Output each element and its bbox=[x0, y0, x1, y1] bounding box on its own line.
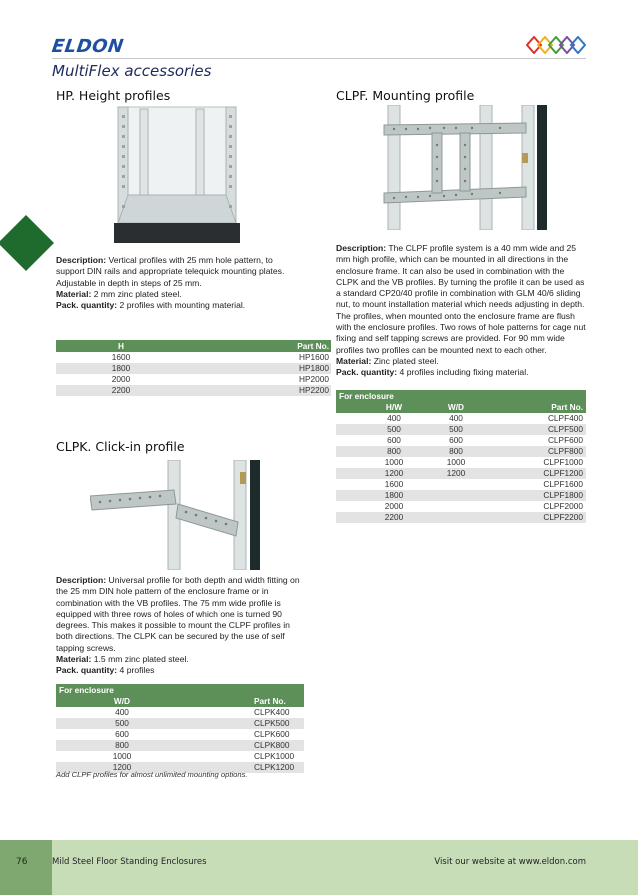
hp-cell-h: 1600 bbox=[111, 352, 131, 362]
clpk-table-row bbox=[56, 718, 304, 729]
clpk-cell-wd: 600 bbox=[115, 729, 129, 739]
clpk-group-label: For enclosure bbox=[59, 685, 114, 695]
hp-section-title: HP. Height profiles bbox=[56, 88, 171, 103]
hp-cell-part-no: HP2000 bbox=[299, 374, 329, 384]
clpf-cell-hw: 1200 bbox=[384, 468, 404, 478]
footer-website[interactable]: Visit our website at www.eldon.com bbox=[434, 857, 586, 867]
clpf-col-hw: H/W bbox=[385, 402, 403, 412]
clpf-group-label: For enclosure bbox=[339, 391, 394, 401]
clpk-profile-image bbox=[90, 460, 260, 570]
clpf-cell-hw: 600 bbox=[387, 435, 401, 445]
hp-table-row bbox=[56, 374, 331, 385]
clpk-note: Add CLPF profiles for almost unlimited mounting options. bbox=[56, 770, 248, 779]
side-tab-diamond-icon bbox=[0, 215, 54, 271]
clpk-cell-wd: 400 bbox=[115, 707, 129, 717]
clpf-cell-hw: 800 bbox=[387, 446, 401, 456]
clpk-table-row bbox=[56, 729, 304, 740]
clpk-table bbox=[56, 684, 304, 773]
hp-table-row bbox=[56, 363, 331, 374]
clpf-table-row bbox=[336, 468, 586, 479]
clpk-cell-wd: 800 bbox=[115, 740, 129, 750]
clpf-table bbox=[336, 390, 586, 523]
clpf-cell-wd: 1200 bbox=[446, 468, 466, 478]
hp-cell-h: 1800 bbox=[111, 363, 131, 373]
clpf-table-row bbox=[336, 446, 586, 457]
hp-enclosure-image bbox=[100, 105, 250, 245]
hp-cell-h: 2200 bbox=[111, 385, 131, 395]
clpk-cell-part-no: CLPK1000 bbox=[254, 751, 295, 761]
clpf-cell-part-no: CLPF1600 bbox=[543, 479, 583, 489]
clpk-table-row bbox=[56, 740, 304, 751]
hp-description: Description: Vertical profiles with 25 mm hole pattern, to support DIN rails and appropriate telequick mounting plates. Adjustable in depth in steps of 25 mm. Material: 2 mm zinc plated steel. Pack. quantity: 2 profiles with mounting material. bbox=[56, 255, 285, 311]
clpf-cell-hw: 2200 bbox=[384, 512, 404, 522]
hp-table bbox=[56, 340, 331, 396]
clpf-cell-hw: 1600 bbox=[384, 479, 404, 489]
clpf-cell-wd: 400 bbox=[449, 413, 463, 423]
clpk-col-part-no: Part No. bbox=[254, 696, 286, 706]
clpf-table-header bbox=[336, 402, 586, 413]
clpk-section-title: CLPK. Click-in profile bbox=[56, 439, 185, 454]
clpf-table-row bbox=[336, 479, 586, 490]
clpf-cell-hw: 500 bbox=[387, 424, 401, 434]
clpf-table-row bbox=[336, 413, 586, 424]
clpk-description: Description: Universal profile for both depth and width fitting on the 25 mm DIN hole pattern of the enclosure frame or in combination with the VB profiles. The 75 mm wide profile is equipped with three rows of holes of which one is turned 90 degrees. This makes it possible to mount the CLPF profiles in both directions. The CLPK can be secured by the use of self tapping screws. Material: 1.5 mm zinc plated steel. Pack. quantity: 4 profiles bbox=[56, 575, 300, 676]
clpf-table-row bbox=[336, 512, 586, 523]
clpf-col-wd: W/D bbox=[447, 402, 465, 412]
clpf-cell-part-no: CLPF2000 bbox=[543, 501, 583, 511]
clpf-cell-hw: 1000 bbox=[384, 457, 404, 467]
clpk-cell-wd: 1200 bbox=[112, 762, 132, 772]
clpf-cell-part-no: CLPF400 bbox=[547, 413, 583, 423]
clpk-col-wd: W/D bbox=[113, 696, 131, 706]
clpf-cell-part-no: CLPF1000 bbox=[543, 457, 583, 467]
clpk-cell-wd: 500 bbox=[115, 718, 129, 728]
brand-logo: ELDON bbox=[50, 36, 126, 57]
hp-table-header bbox=[56, 340, 331, 352]
clpf-table-row bbox=[336, 490, 586, 501]
clpf-cell-part-no: CLPF2200 bbox=[543, 512, 583, 522]
hp-table-row bbox=[56, 385, 331, 396]
footer-section-name: Mild Steel Floor Standing Enclosures bbox=[52, 857, 207, 867]
hp-table-row bbox=[56, 352, 331, 363]
clpf-cell-part-no: CLPF600 bbox=[547, 435, 583, 445]
clpf-cell-wd: 800 bbox=[449, 446, 463, 456]
clpk-cell-part-no: CLPK800 bbox=[254, 740, 290, 750]
clpf-col-part-no: Part No. bbox=[551, 402, 583, 412]
clpf-cell-part-no: CLPF1800 bbox=[543, 490, 583, 500]
clpf-cell-hw: 1800 bbox=[384, 490, 404, 500]
clpf-cell-hw: 400 bbox=[387, 413, 401, 423]
clpk-table-group-header bbox=[56, 684, 304, 696]
clpf-table-row bbox=[336, 424, 586, 435]
clpf-cell-part-no: CLPF800 bbox=[547, 446, 583, 456]
clpk-cell-part-no: CLPK600 bbox=[254, 729, 290, 739]
clpk-cell-wd: 1000 bbox=[112, 751, 132, 761]
clpf-table-row bbox=[336, 435, 586, 446]
clpf-description: Description: The CLPF profile system is a 40 mm wide and 25 mm high profile, which can be mounted in all directions in the enclosure frame. It can also be used in combination with the CLPK and the VB profiles. By turning the profile it can be used as a standard CP20/40 profile in combination with GLM 40/6 sliding nut, to mount installation material which needs adjusting in depth. The profiles, when mounted onto the enclosure frame are flush with the enclosure profiles. Two rows of hole patterns for cage nut fixing and self tapping screws are provided. For 90 mm wide profiles two profiles can be mounted next to each other. Material: Zinc plated steel. Pack. quantity: 4 profiles including fixing material. bbox=[336, 243, 586, 378]
clpf-cell-hw: 2000 bbox=[384, 501, 404, 511]
clpf-cell-wd: 1000 bbox=[446, 457, 466, 467]
clpf-table-row bbox=[336, 457, 586, 468]
hp-col-part-no: Part No. bbox=[297, 341, 329, 351]
brand-diamonds-icon bbox=[526, 36, 586, 54]
clpk-cell-part-no: CLPK1200 bbox=[254, 762, 295, 772]
clpf-cell-part-no: CLPF500 bbox=[547, 424, 583, 434]
clpk-cell-part-no: CLPK400 bbox=[254, 707, 290, 717]
clpk-table-header bbox=[56, 696, 304, 707]
clpf-section-title: CLPF. Mounting profile bbox=[336, 88, 475, 103]
clpf-cell-part-no: CLPF1200 bbox=[543, 468, 583, 478]
hp-cell-part-no: HP1800 bbox=[299, 363, 329, 373]
page-number: 76 bbox=[16, 857, 28, 867]
clpk-cell-part-no: CLPK500 bbox=[254, 718, 290, 728]
clpk-table-row bbox=[56, 707, 304, 718]
clpk-table-row bbox=[56, 751, 304, 762]
clpf-table-group-header bbox=[336, 390, 586, 402]
clpf-cell-wd: 600 bbox=[449, 435, 463, 445]
hp-cell-h: 2000 bbox=[111, 374, 131, 384]
hp-cell-part-no: HP1600 bbox=[299, 352, 329, 362]
hp-col-h: H bbox=[118, 341, 124, 351]
clpf-profile-image bbox=[380, 105, 555, 230]
clpf-cell-wd: 500 bbox=[449, 424, 463, 434]
clpf-table-row bbox=[336, 501, 586, 512]
header-divider bbox=[52, 58, 586, 59]
page-title: MultiFlex accessories bbox=[52, 62, 212, 80]
footer-bar bbox=[0, 840, 638, 895]
page-number-box bbox=[0, 840, 52, 895]
hp-cell-part-no: HP2200 bbox=[299, 385, 329, 395]
